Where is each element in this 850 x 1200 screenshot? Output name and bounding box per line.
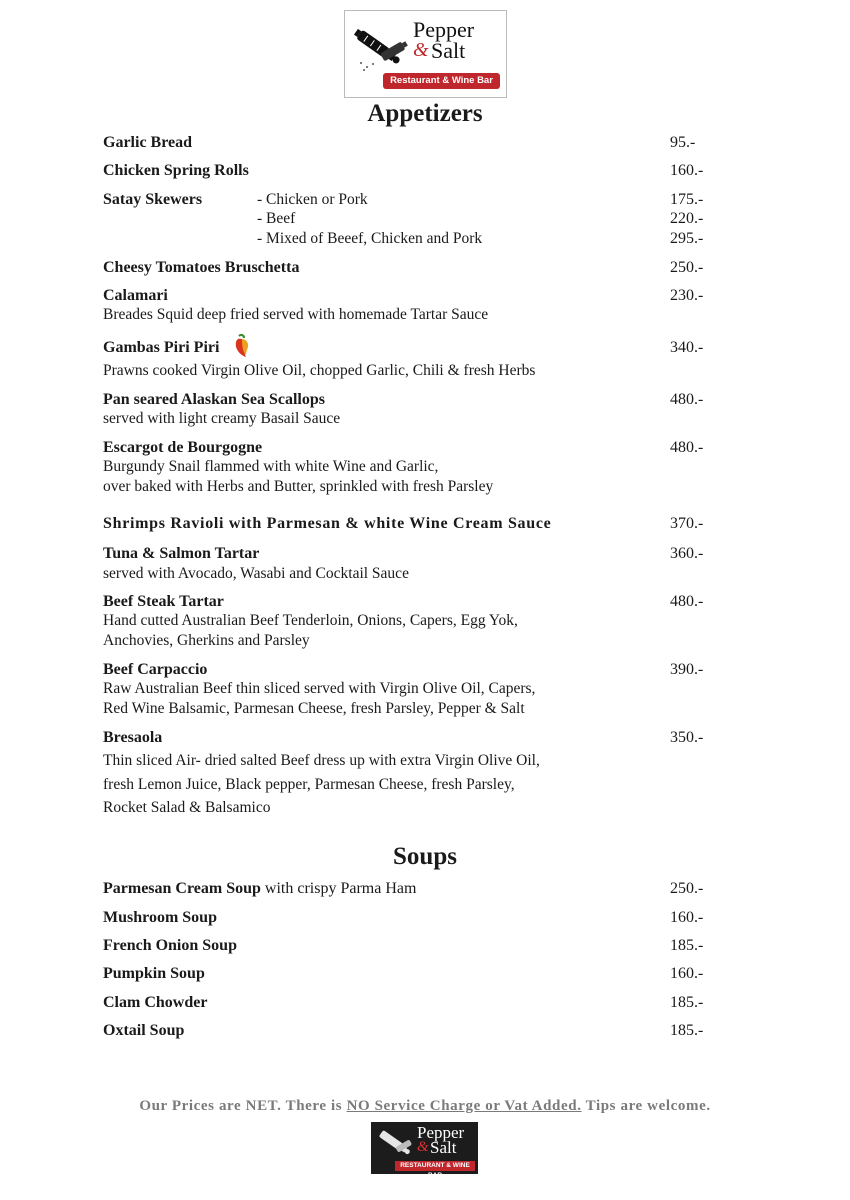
item-description: Thin sliced Air- dried salted Beef dress up with extra Virgin Olive Oil, xyxy=(103,752,540,769)
item-name: Tuna & Salmon Tartar xyxy=(103,545,260,562)
item-name: Beef Carpaccio xyxy=(103,661,208,678)
item-name: French Onion Soup xyxy=(103,937,237,954)
soups-title: Soups xyxy=(393,843,457,870)
item-price: 480.- xyxy=(670,439,704,456)
item-name: Mushroom Soup xyxy=(103,909,217,926)
item-price: 360.- xyxy=(670,545,704,562)
chili-pepper-icon xyxy=(230,333,254,359)
restaurant-logo-footer xyxy=(371,1122,478,1179)
item-name: Chicken Spring Rolls xyxy=(103,162,249,179)
item-name: Beef Steak Tartar xyxy=(103,593,224,610)
restaurant-logo xyxy=(344,10,507,98)
logo-ampersand: & xyxy=(413,39,429,61)
item-name: Satay Skewers xyxy=(103,191,203,208)
item-price: 160.- xyxy=(670,965,704,982)
soup-item xyxy=(103,880,416,898)
appetizers-title: Appetizers xyxy=(367,100,483,127)
item-name: Oxtail Soup xyxy=(103,1022,185,1039)
item-description: fresh Lemon Juice, Black pepper, Parmesan Cheese, fresh Parsley, xyxy=(103,776,515,793)
item-option: - Beef xyxy=(257,210,296,227)
price-note-pre: Our Prices are NET. There is xyxy=(139,1098,347,1114)
item-description: Red Wine Balsamic, Parmesan Cheese, fresh Parsley, Pepper & Salt xyxy=(103,700,525,717)
item-price: 160.- xyxy=(670,909,704,926)
item-description: Anchovies, Gherkins and Parsley xyxy=(103,632,310,649)
item-description: Breades Squid deep fried served with homemade Tartar Sauce xyxy=(103,306,489,323)
item-description: over baked with Herbs and Butter, sprinkled with fresh Parsley xyxy=(103,478,494,495)
item-price: 340.- xyxy=(670,339,704,356)
price-note-post: Tips are welcome. xyxy=(581,1098,711,1114)
item-price: 220.- xyxy=(670,210,704,227)
item-price: 185.- xyxy=(670,1022,704,1039)
logo-ampersand: & xyxy=(417,1139,429,1155)
item-price: 480.- xyxy=(670,391,704,408)
item-price: 230.- xyxy=(670,287,704,304)
logo-tagline: Restaurant & Wine Bar xyxy=(383,73,500,89)
price-note xyxy=(0,1098,850,1115)
item-description: Prawns cooked Virgin Olive Oil, chopped Garlic, Chili & fresh Herbs xyxy=(103,362,536,379)
item-name: Pumpkin Soup xyxy=(103,965,205,982)
item-name: Calamari xyxy=(103,287,168,304)
item-name: Pan seared Alaskan Sea Scallops xyxy=(103,391,325,408)
item-option: - Chicken or Pork xyxy=(257,191,368,208)
logo-tagline: RESTAURANT & WINE BAR xyxy=(395,1161,475,1171)
item-description: served with light creamy Basail Sauce xyxy=(103,410,341,427)
item-name: Parmesan Cream Soup xyxy=(103,880,261,897)
item-price: 185.- xyxy=(670,937,704,954)
pepper-mill-icon xyxy=(349,23,411,73)
item-price: 175.- xyxy=(670,191,704,208)
item-description: Hand cutted Australian Beef Tenderloin, Onions, Capers, Egg Yok, xyxy=(103,612,518,629)
item-suffix: with crispy Parma Ham xyxy=(260,880,417,897)
item-price: 390.- xyxy=(670,661,704,678)
logo-word-salt: Salt xyxy=(431,38,466,63)
item-price: 350.- xyxy=(670,729,704,746)
price-note-underlined: NO Service Charge or Vat Added. xyxy=(346,1098,582,1114)
item-description: Burgundy Snail flammed with white Wine and Garlic, xyxy=(103,458,439,475)
item-name: Shrimps Ravioli with Parmesan & white Wine Cream Sauce xyxy=(103,515,552,532)
item-option: - Mixed of Beeef, Chicken and Pork xyxy=(257,230,483,247)
item-name: Gambas Piri Piri xyxy=(103,339,220,356)
pepper-mill-icon xyxy=(374,1126,416,1160)
logo-word-pepper: Pepper xyxy=(417,1123,465,1142)
item-name: Clam Chowder xyxy=(103,994,208,1011)
logo-word-salt: Salt xyxy=(430,1138,457,1157)
item-price: 250.- xyxy=(670,259,704,276)
item-name: Escargot de Bourgogne xyxy=(103,439,263,456)
item-description: Rocket Salad & Balsamico xyxy=(103,799,271,816)
item-price: 160.- xyxy=(670,162,704,179)
item-description: Raw Australian Beef thin sliced served with Virgin Olive Oil, Capers, xyxy=(103,680,536,697)
item-name: Garlic Bread xyxy=(103,134,193,151)
item-price: 95.- xyxy=(670,134,696,151)
item-price: 480.- xyxy=(670,593,704,610)
item-price: 295.- xyxy=(670,230,704,247)
item-price: 250.- xyxy=(670,880,704,897)
item-name: Cheesy Tomatoes Bruschetta xyxy=(103,259,300,276)
item-name: Bresaola xyxy=(103,729,163,746)
logo-word-pepper: Pepper xyxy=(413,17,475,42)
item-description: served with Avocado, Wasabi and Cocktail Sauce xyxy=(103,565,409,582)
item-price: 370.- xyxy=(670,515,704,532)
item-price: 185.- xyxy=(670,994,704,1011)
